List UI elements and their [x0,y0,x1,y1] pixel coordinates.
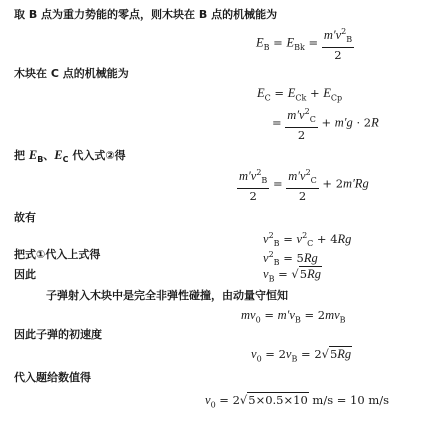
text-line-3: 把 $E_B$、$E_C$ 代入式②得 [14,148,126,165]
equation-9: $v_0 = 2√5\times 0.5\times 10$ m/s = 10 m/s [205,393,390,410]
text-line-7: 子弹射入木块中是完全非弹性碰撞，由动量守恒知 [46,289,288,302]
equation-2b: = $\frac{m'v^2_C}{2}$ + m′g · 2R [272,107,379,143]
equation-8: $v_0 = 2v_B = 2√5Rg$ [251,347,352,364]
text-line-4: 故有 [14,211,36,224]
equation-7: $mv_0 = m'v_B = 2mv_B$ [241,308,346,325]
equation-2a: $E_C = E_{Ck} + E_{Cp}$ [257,86,343,103]
equation-4: $v^2_B = v^2_C + 4Rg$ [263,231,352,249]
equation-1: $E_B = E_{Bk}$ = $\frac{m'v^2_B}{2}$ [256,27,353,63]
text-line-6: 因此 [14,268,36,281]
equation-6: $v_B = √5Rg$ [263,267,321,284]
text-line-1: 取 B 点为重力势能的零点，则木块在 B 点的机械能为 [14,8,278,21]
text-line-5: 把式①代入上式得 [14,248,101,261]
text-line-2: 木块在 C 点的机械能为 [14,67,129,80]
text-line-9: 代入题给数值得 [14,371,91,384]
equation-5: $v^2_B = 5Rg$ [263,250,318,268]
text-line-8: 因此子弹的初速度 [14,328,102,341]
equation-3: $\frac{m'v^2_B}{2}$ = $\frac{m'v^2_C}{2}$ + 2m′Rg [239,168,369,204]
